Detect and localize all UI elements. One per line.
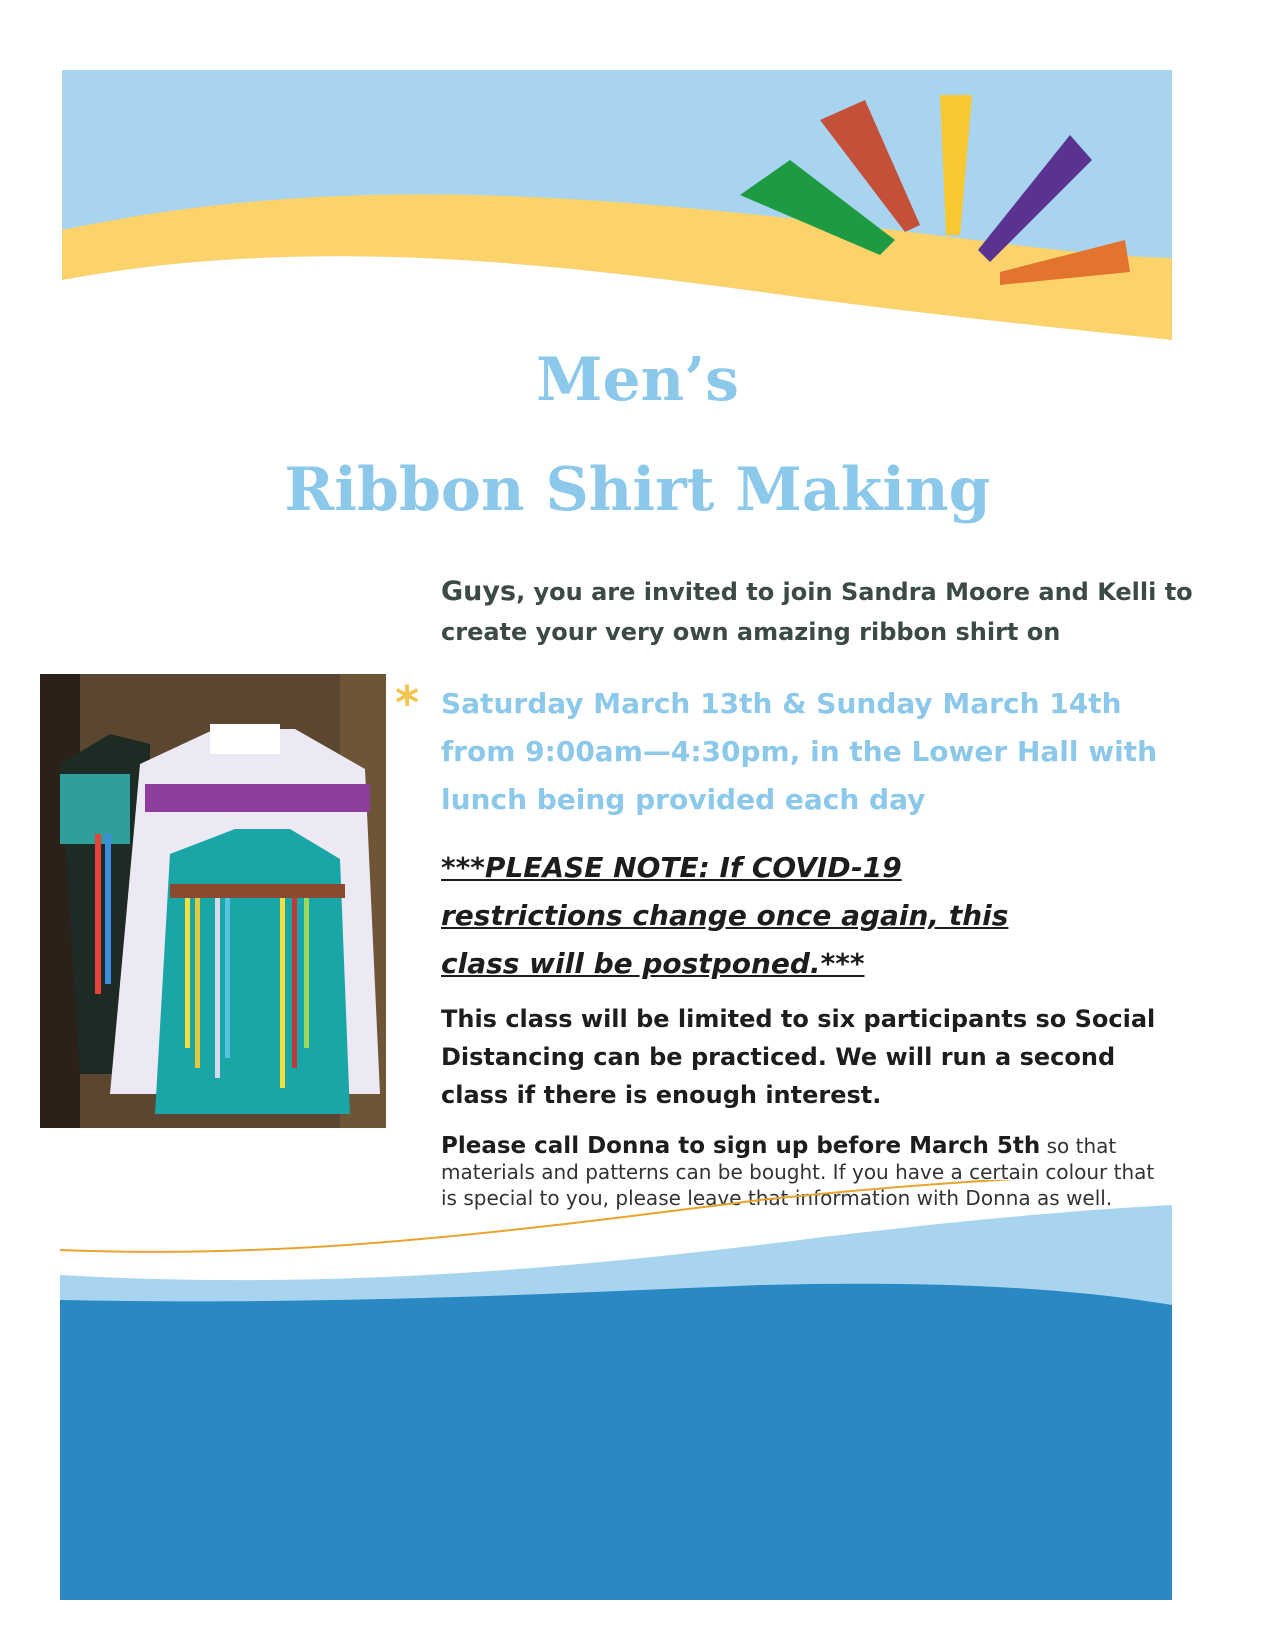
asterisk-icon: * xyxy=(395,676,420,730)
covid-note: ***PLEASE NOTE: If COVID-19 restrictions change once again, this class will be postponed.*** xyxy=(441,851,1009,980)
intro-first-word: Guys xyxy=(441,576,517,607)
signup-bold: Please call Donna to sign up before March 5th xyxy=(441,1133,1041,1159)
class-limit-text: This class will be limited to six participants so Social Distancing can be practiced. We will run a second class if there is enough interest. xyxy=(441,1005,1156,1109)
intro-text xyxy=(441,572,1201,652)
bottom-banner xyxy=(0,1180,1275,1600)
ribbon-shirts-photo xyxy=(40,674,386,1128)
top-banner xyxy=(0,0,1275,360)
title-line-2: Ribbon Shirt Making xyxy=(284,455,991,525)
ocean-wave xyxy=(60,1284,1172,1600)
event-dates: Saturday March 13th & Sunday March 14th from 9:00am—4:30pm, in the Lower Hall with lunch being provided each day xyxy=(441,687,1157,816)
intro-rest: , you are invited to join Sandra Moore and Kelli to create your very own amazing ribbon shirt on xyxy=(441,578,1193,646)
title-line-1: Men’s xyxy=(536,345,739,415)
signup-rest: so that materials and patterns can be bought. If you have a certain colour that is special to you, please leave that information with Donna as well. xyxy=(441,1134,1155,1210)
